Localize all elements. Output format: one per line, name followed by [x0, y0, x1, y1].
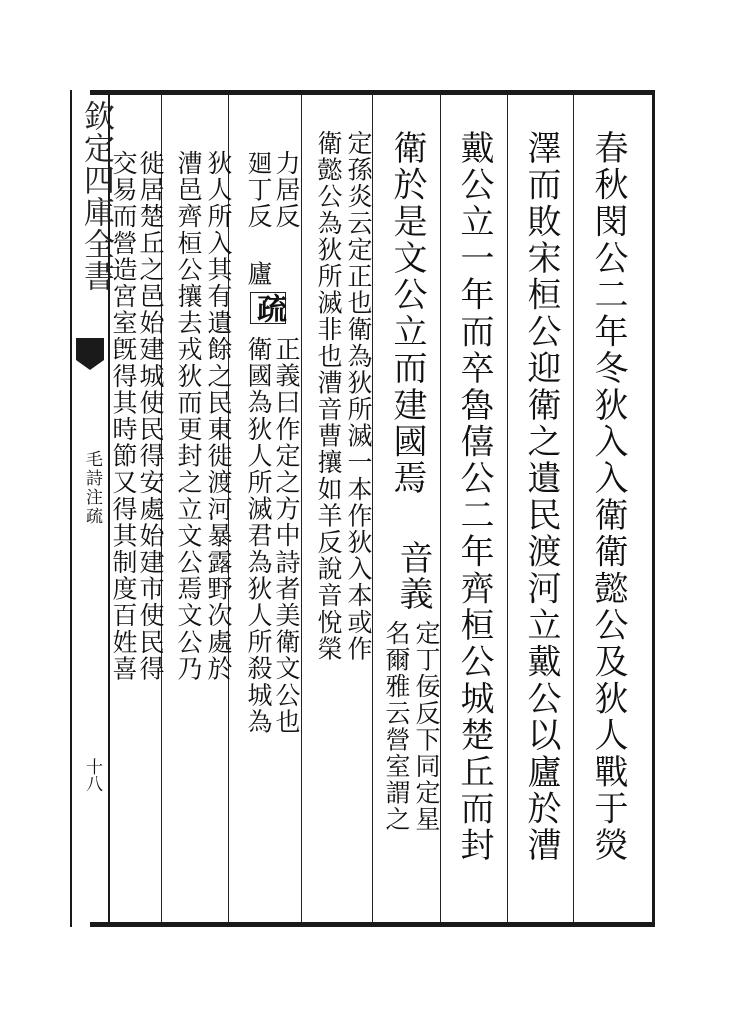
commentary-column-8-left: 交易而營造宮室旣得其時節又得其制度百姓喜 — [109, 150, 138, 682]
commentary-column-6-right: 力居反 — [272, 150, 301, 230]
fish-tail-mark — [76, 338, 104, 360]
shu-marker — [250, 292, 286, 324]
margin-title: 欽定四庫全書 — [78, 100, 114, 292]
text-column-3: 戴公立一年而卒魯僖公二年齊桓公城楚丘而封 — [454, 130, 494, 864]
text-column-4: 衛於是文公立而建國焉 — [387, 130, 427, 497]
commentary-column-7-right: 狄人所入其有遺餘之民東徙渡河暴露野次處於 — [204, 150, 233, 682]
text-column-2: 澤而敗宋桓公迎衛之遺民渡河立戴公以廬於漕 — [521, 130, 561, 864]
commentary-column-5-left: 衛懿公為狄所滅非也漕音曹攘如羊反說音悅榮 — [314, 130, 343, 662]
text-column-1: 春秋閔公二年冬狄入入衛衛懿公及狄人戰于熒 — [588, 130, 628, 864]
yinyi-left-line: 名爾雅云營室謂之 — [382, 620, 411, 833]
yinyi-right-line: 定丁佞反下同定星 — [412, 620, 441, 833]
shu-label: 疏 — [251, 293, 286, 323]
margin-book-title: 毛詩注疏 — [82, 450, 102, 526]
commentary-column-7-left: 漕邑齊桓公攘去戎狄而更封之立文公焉文公乃 — [174, 150, 203, 682]
yinyi-label: 音義 — [393, 540, 433, 612]
commentary-column-6-right-2: 正義曰作定之方中詩者美衛文公也 — [272, 336, 301, 735]
margin-page-number: 十八 — [82, 758, 102, 792]
column-rule — [507, 95, 508, 922]
commentary-column-6-left-2: 衛國為狄人所滅君為狄人所殺城為 — [244, 336, 273, 735]
column-rule — [573, 95, 574, 922]
commentary-column-6-left: 廻丁反 廬 — [244, 150, 273, 287]
commentary-column-5-right: 定孫炎云定正也衛為狄所滅一本作狄入本或作 — [344, 130, 373, 662]
commentary-column-8-right: 徙居楚丘之邑始建城使民得安處始建市使民得 — [136, 150, 165, 682]
